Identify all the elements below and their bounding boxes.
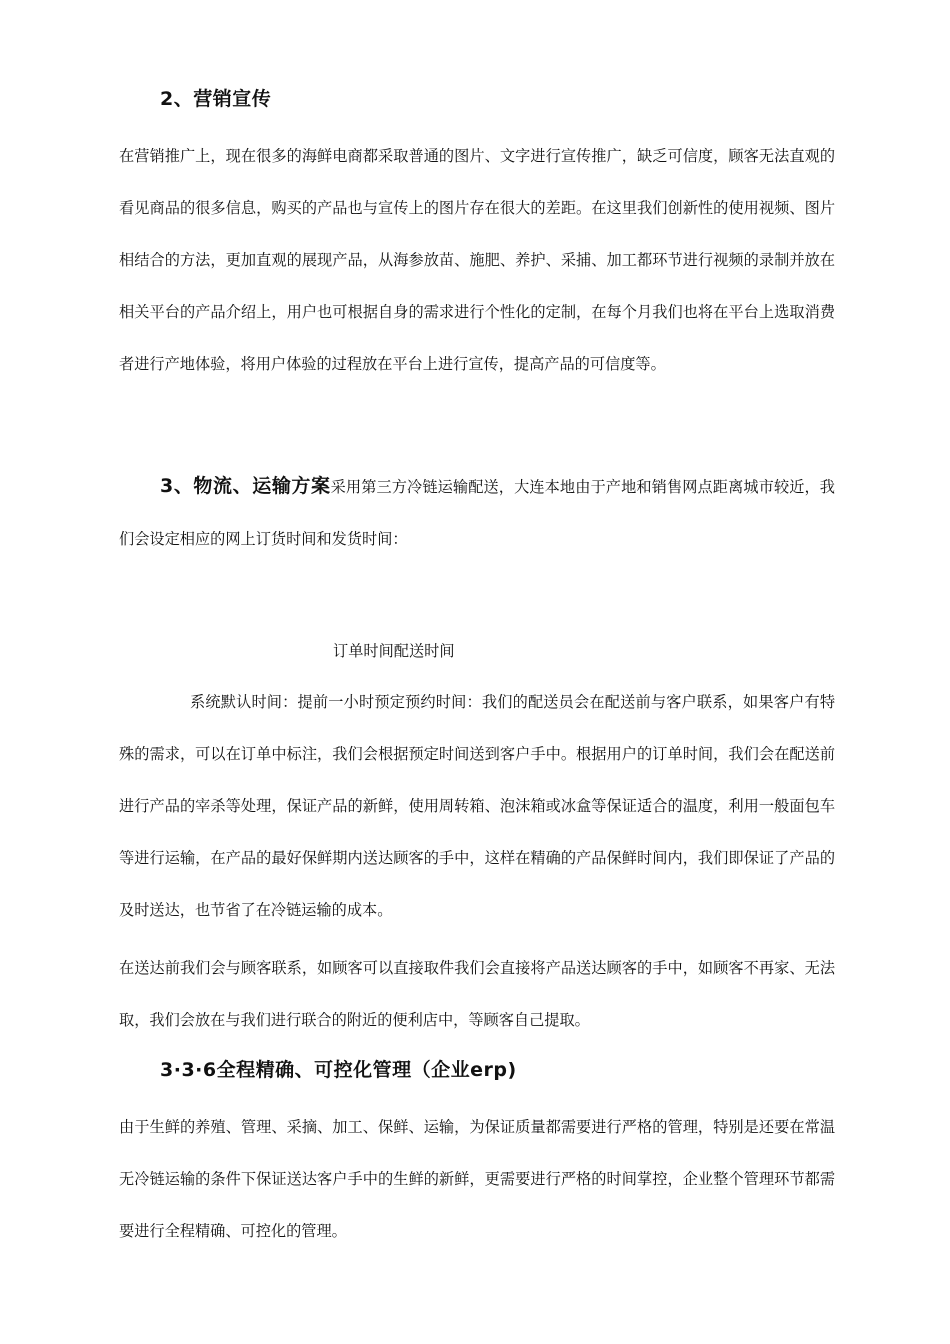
order-delivery-table-header: 订单时间配送时间: [333, 642, 455, 660]
logistics-intro-text: 采用第三方冷链运输配送，大连本地由于产地和销售网点距离城市较近，我们会设定相应的网上订货时间和发货时间：: [119, 478, 835, 548]
paragraph-delivery-time: 系统默认时间：提前一小时预定预约时间：我们的配送员会在配送前与客户联系，如果客户有特殊的需求，可以在订单中标注，我们会根据预定时间送到客户手中。根据用户的订单时间，我们会在配送前进行产品的宰杀等处理，保证产品的新鲜，使用周转箱、泡沫箱或冰盒等保证适合的温度，利用一般面包车等进行运输，在产品的最好保鲜期内送达顾客的手中，这样在精确的产品保鲜时间内，我们即保证了产品的及时送达，也节省了在冷链运输的成本。: [119, 693, 835, 919]
paragraph-marketing: 在营销推广上，现在很多的海鲜电商都采取普通的图片、文字进行宣传推广，缺乏可信度，顾客无法直观的看见商品的很多信息，购买的产品也与宣传上的图片存在很大的差距。在这里我们创新性的使用视频、图片相结合的方法，更加直观的展现产品，从海参放苗、施肥、养护、采捕、加工都环节进行视频的录制并放在相关平台的产品介绍上，用户也可根据自身的需求进行个性化的定制，在每个月我们也将在平台上选取消费者进行产地体验，将用户体验的过程放在平台上进行宣传，提高产品的可信度等。: [119, 147, 835, 373]
paragraph-logistics: [119, 460, 835, 565]
heading-marketing: 2、营销宣传: [160, 88, 272, 110]
paragraph-management: 由于生鲜的养殖、管理、采摘、加工、保鲜、运输，为保证质量都需要进行严格的管理，特别是还要在常温无冷链运输的条件下保证送达客户手中的生鲜的新鲜，更需要进行严格的时间掌控，企业整个管理环节都需要进行全程精确、可控化的管理。: [119, 1118, 835, 1240]
heading-logistics: 3、物流、运输方案: [160, 475, 331, 497]
heading-management: 3·3·6全程精确、可控化管理（企业erp): [160, 1059, 517, 1081]
paragraph-pickup: 在送达前我们会与顾客联系，如顾客可以直接取件我们会直接将产品送达顾客的手中，如顾客不再家、无法取，我们会放在与我们进行联合的附近的便利店中，等顾客自己提取。: [119, 959, 835, 1029]
